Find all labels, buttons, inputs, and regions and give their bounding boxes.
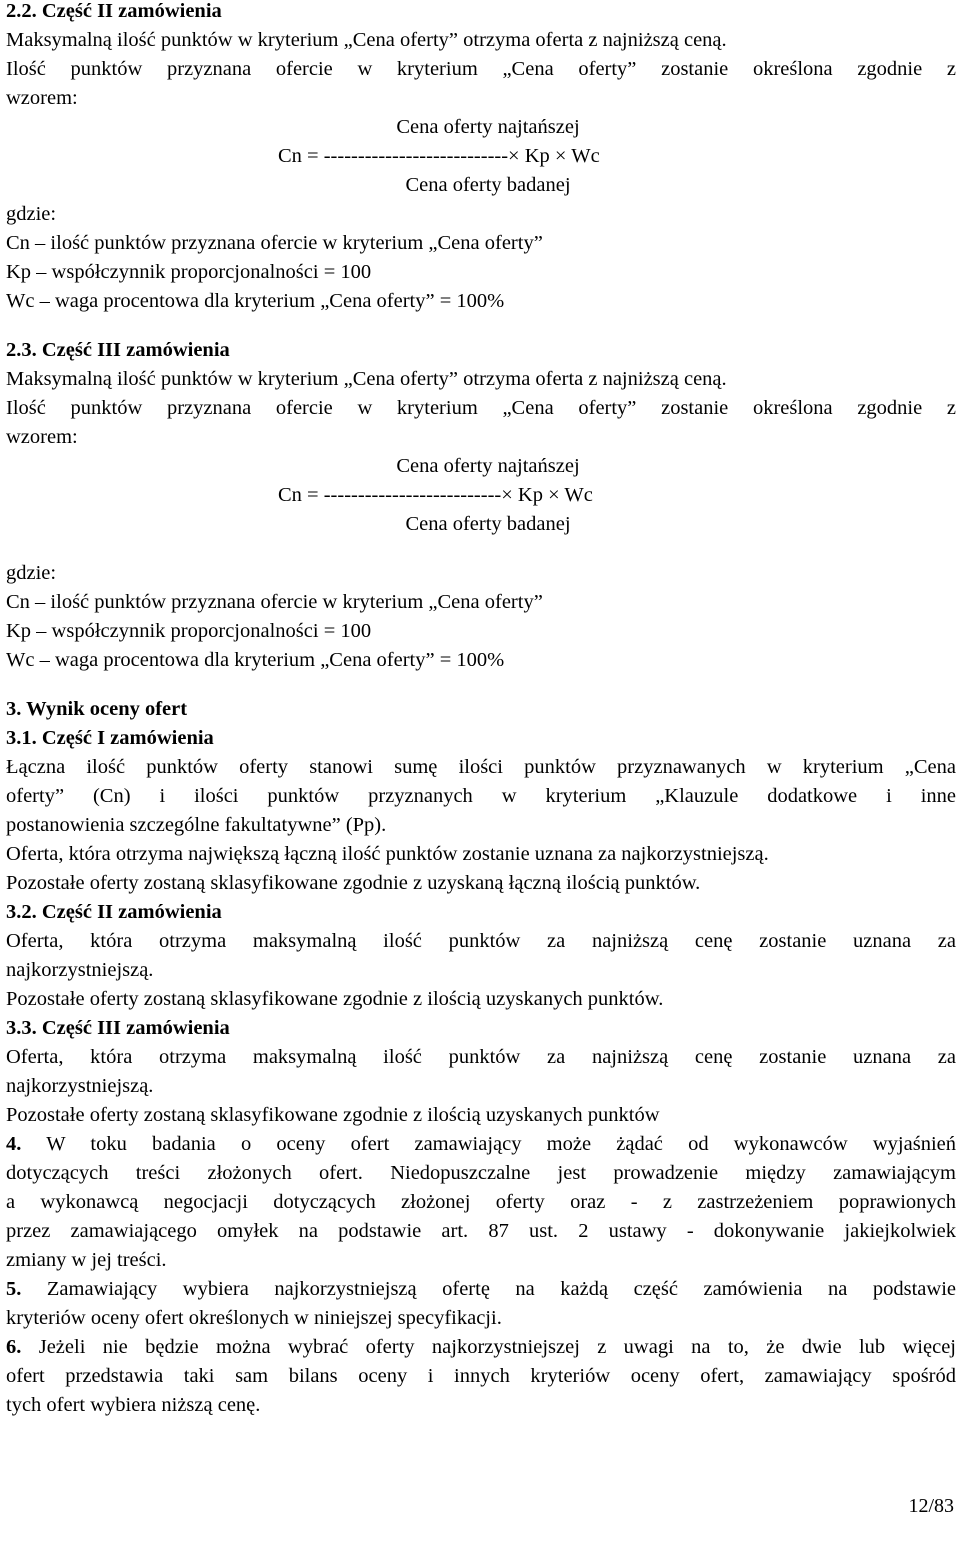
section-6-line-2: ofert przedstawia taki sam bilans oceny i innych kryteriów oceny ofert, zamawiający spośród <box>6 1365 956 1387</box>
section-4-line-2: dotyczących treści złożonych ofert. Niedopuszczalne jest prowadzenie między zamawiającym <box>6 1162 956 1184</box>
section-4-text: W toku badania o oceny ofert zamawiający może żądać od wykonawców wyjaśnień <box>21 1133 956 1155</box>
section-3-2-heading: 3.2. Część II zamówienia <box>6 901 222 923</box>
section-6-number: 6. <box>6 1336 22 1358</box>
definition-kp: Kp – współczynnik proporcjonalności = 100 <box>6 620 372 642</box>
section-3-3-heading: 3.3. Część III zamówienia <box>6 1017 230 1039</box>
section-5-line-1 <box>6 1275 956 1304</box>
section-4-line-1 <box>6 1130 956 1159</box>
section-5-line-2: kryteriów oceny ofert określonych w niniejszej specyfikacji. <box>6 1307 502 1329</box>
section-3-heading: 3. Wynik oceny ofert <box>6 698 188 720</box>
section-3-3-line-1: Oferta, która otrzyma maksymalną ilość punktów za najniższą cenę zostanie uznana za <box>6 1046 956 1068</box>
section-3-1-paragraph-3: Pozostałe oferty zostaną sklasyfikowane zgodnie z uzyskaną łączną ilością punktów. <box>6 872 701 894</box>
formula-denominator: Cena oferty badanej <box>405 513 571 535</box>
page-number: 12/83 <box>908 1495 954 1517</box>
section-2-3-heading: 2.3. Część III zamówienia <box>6 339 230 361</box>
section-6-text: Jeżeli nie będzie można wybrać oferty najkorzystniejszej z uwagi na to, że dwie lub więcej <box>21 1336 956 1358</box>
formula-numerator: Cena oferty najtańszej <box>396 455 580 477</box>
section-3-1-heading: 3.1. Część I zamówienia <box>6 727 214 749</box>
section-4-line-4: przez zamawiającego omyłek na podstawie art. 87 ust. 2 ustawy - dokonywanie jakiejkolwiek <box>6 1220 956 1242</box>
formula-equation: Cn = --------------------------× Kp × Wc <box>278 484 593 506</box>
section-3-3-paragraph-2: Pozostałe oferty zostaną sklasyfikowane zgodnie z ilością uzyskanych punktów <box>6 1104 660 1126</box>
section-2-2-formula <box>278 113 698 200</box>
definition-cn: Cn – ilość punktów przyznana ofercie w kryterium „Cena oferty” <box>6 591 543 613</box>
section-3-2-line-1: Oferta, która otrzyma maksymalną ilość punktów za najniższą cenę zostanie uznana za <box>6 930 956 952</box>
section-3-1-line-1: Łączna ilość punktów oferty stanowi sumę ilości punktów przyznawanych w kryterium „Cena <box>6 756 956 778</box>
section-2-3-line-2: Ilość punktów przyznana ofercie w kryterium „Cena oferty” zostanie określona zgodnie z <box>6 397 956 419</box>
where-label: gdzie: <box>6 562 57 584</box>
section-3-1-line-3: postanowienia szczególne fakultatywne” (Pp). <box>6 814 387 836</box>
section-4-number: 4. <box>6 1133 22 1155</box>
section-5-number: 5. <box>6 1278 22 1300</box>
section-2-3-line-3: wzorem: <box>6 426 78 448</box>
section-6-line-3: tych ofert wybiera niższą cenę. <box>6 1394 261 1416</box>
section-3-2-line-2: najkorzystniejszą. <box>6 959 154 981</box>
section-3-2-paragraph-2: Pozostałe oferty zostaną sklasyfikowane zgodnie z ilością uzyskanych punktów. <box>6 988 664 1010</box>
section-2-2-line-1: Maksymalną ilość punktów w kryterium „Cena oferty” otrzyma oferta z najniższą ceną. <box>6 29 727 51</box>
section-3-3-line-2: najkorzystniejszą. <box>6 1075 154 1097</box>
definition-wc: Wc – waga procentowa dla kryterium „Cena oferty” = 100% <box>6 290 505 312</box>
section-2-2-heading: 2.2. Część II zamówienia <box>6 0 222 22</box>
section-2-2-line-2: Ilość punktów przyznana ofercie w kryterium „Cena oferty” zostanie określona zgodnie z <box>6 58 956 80</box>
section-5-text: Zamawiający wybiera najkorzystniejszą ofertę na każdą część zamówienia na podstawie <box>21 1278 956 1300</box>
definition-kp: Kp – współczynnik proporcjonalności = 100 <box>6 261 372 283</box>
formula-equation: Cn = ---------------------------× Kp × Wc <box>278 145 600 167</box>
section-3-1-line-2: oferty” (Cn) i ilości punktów przyznanych w kryterium „Klauzule dodatkowe i inne <box>6 785 956 807</box>
definition-cn: Cn – ilość punktów przyznana ofercie w kryterium „Cena oferty” <box>6 232 543 254</box>
where-label: gdzie: <box>6 203 57 225</box>
definition-wc: Wc – waga procentowa dla kryterium „Cena oferty” = 100% <box>6 649 505 671</box>
section-6-line-1 <box>6 1333 956 1362</box>
section-2-3-formula <box>278 452 698 539</box>
section-4-line-5: zmiany w jej treści. <box>6 1249 167 1271</box>
section-4-line-3: a wykonawcą negocjacji dotyczących złożonej oferty oraz - z zastrzeżeniem poprawionych <box>6 1191 956 1213</box>
formula-denominator: Cena oferty badanej <box>405 174 571 196</box>
section-2-3-line-1: Maksymalną ilość punktów w kryterium „Cena oferty” otrzyma oferta z najniższą ceną. <box>6 368 727 390</box>
section-2-2-line-3: wzorem: <box>6 87 78 109</box>
document-page <box>6 0 956 1420</box>
formula-numerator: Cena oferty najtańszej <box>396 116 580 138</box>
section-3-1-paragraph-2: Oferta, która otrzyma największą łączną ilość punktów zostanie uznana za najkorzystniejszą. <box>6 843 769 865</box>
